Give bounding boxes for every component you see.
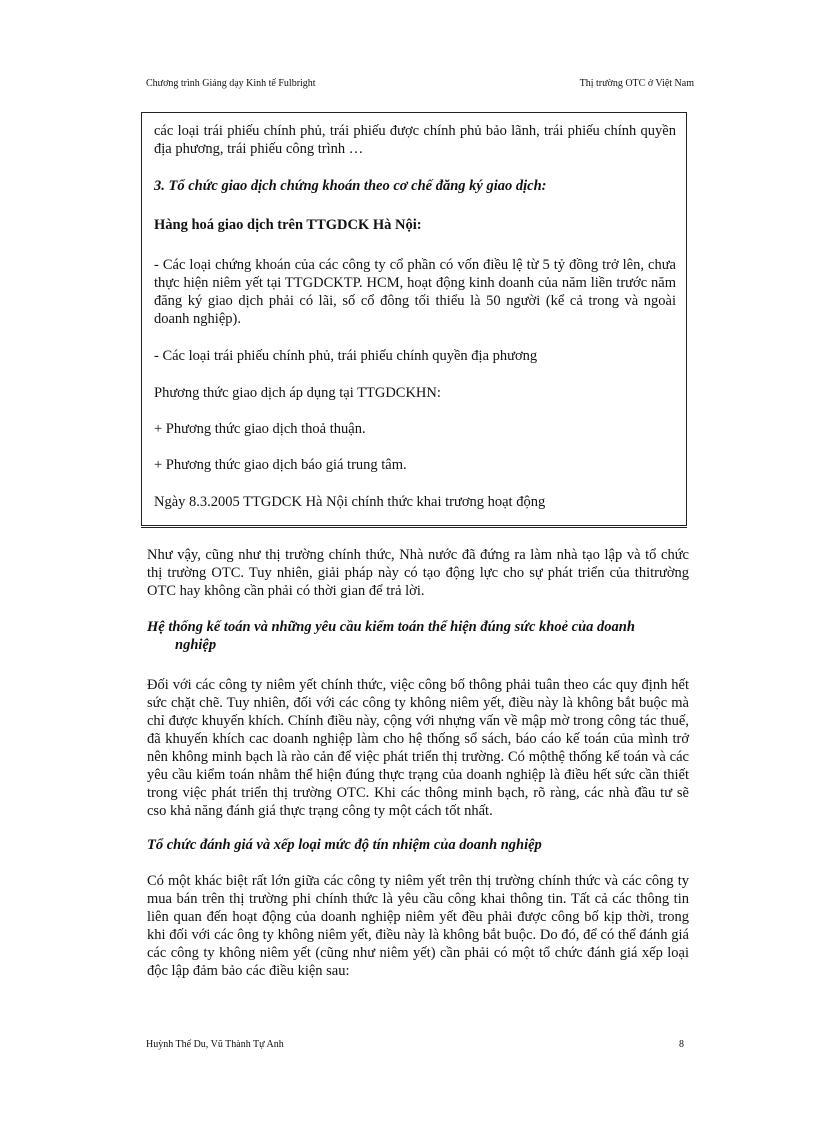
section-heading-rating: Tổ chức đánh giá và xếp loại mức độ tín nhiệm của doanh nghiệp bbox=[147, 837, 542, 853]
running-header-program: Chương trình Giảng dạy Kinh tế Fulbright bbox=[146, 78, 316, 89]
section-heading-accounting-line2: nghiệp bbox=[175, 637, 217, 653]
body-paragraph-rating: Có một khác biệt rất lớn giữa các công ty niêm yết trên thị trường chính thức và các công ty mua bán trên thị trường phi chính thức là yêu cầu công khai thông tin. Tất cả các thông tin liên quan đến hoạt động của doanh nghiệp niêm yết đều phải được công bố kịp thời, trong khi đối với các ông ty không niêm yết, điều này là không bắt buộc. Do đó, để có thể đánh giá các công ty không niêm yết (cũng như niêm yết) cần phải có một tổ chức đánh giá xếp loại độc lập đảm bảo các điều kiện sau: bbox=[147, 873, 689, 979]
section-heading-accounting-line1: Hệ thống kế toán và những yêu cầu kiểm toán thể hiện đúng sức khoẻ của doanh bbox=[147, 619, 635, 635]
box-subheading: Hàng hoá giao dịch trên TTGDCK Hà Nội: bbox=[154, 217, 422, 233]
running-header-title: Thị trường OTC ở Việt Nam bbox=[579, 78, 694, 89]
box-paragraph-launch: Ngày 8.3.2005 TTGDCK Hà Nội chính thức khai trương hoạt động bbox=[154, 494, 546, 510]
body-paragraph-intro: Như vậy, cũng như thị trường chính thức, Nhà nước đã đứng ra làm nhà tạo lập và tổ chức thị trường OTC. Tuy nhiên, giải pháp này có tạo động lực cho sự phát triển của thitrường OTC hay không cần phải có thời gian để trả lời. bbox=[147, 547, 689, 599]
box-list-item-negotiated: + Phương thức giao dịch thoả thuận. bbox=[154, 421, 366, 437]
box-list-item-quote: + Phương thức giao dịch báo giá trung tâm. bbox=[154, 457, 407, 473]
box-paragraph-bonds: các loại trái phiếu chính phủ, trái phiếu được chính phủ bảo lãnh, trái phiếu chính quyền địa phương, trái phiếu công trình … bbox=[154, 123, 676, 157]
section-heading-accounting bbox=[147, 618, 689, 654]
box-paragraph-stocks: - Các loại chứng khoán của các công ty cổ phần có vốn điều lệ từ 5 tỷ đồng trở lên, chưa thực hiện niêm yết tại TTGDCKTP. HCM, hoạt động kinh doanh của năm liền trước năm đăng ký giao dịch phải có lãi, số cổ đông tối thiểu là 50 người (kể cả trong và ngoài doanh nghiệp). bbox=[154, 257, 676, 327]
box-double-rule bbox=[141, 527, 687, 528]
box-section-heading: 3. Tổ chức giao dịch chứng khoán theo cơ chế đăng ký giao dịch: bbox=[154, 178, 547, 194]
body-paragraph-accounting: Đối với các công ty niêm yết chính thức, việc công bố thông phải tuân theo các quy định hết sức chặt chẽ. Tuy nhiên, đối với các công ty không niêm yết, điều này là không bắt buộc mà chỉ được khuyến khích. Chính điều này, cộng với nhựng vấn về mập mờ trong công tác thuế, đã khuyến khích cac doanh nghiệp làm cho hệ thống sổ sách, báo cáo kế toán của mình trở nên không minh bạch là rào cản để việc phát triển thị trường. Có mộthệ thống kế toán và các yêu cầu kiểm toán nhằm thể hiện đúng thực trạng của doanh nghiệp là điều hết sức cần thiết trong việc phát triển thị trường OTC. Khi các thông minh bạch, rõ ràng, các nhà đầu tư sẽ cso khả năng đánh giá thực trạng công ty một cách tốt nhất. bbox=[147, 677, 689, 819]
box-paragraph-gov-bonds: - Các loại trái phiếu chính phủ, trái phiếu chính quyền địa phương bbox=[154, 348, 538, 364]
footer-authors: Huỳnh Thế Du, Vũ Thành Tự Anh bbox=[146, 1039, 284, 1050]
boxed-excerpt bbox=[141, 112, 687, 526]
box-paragraph-methods: Phương thức giao dịch áp dụng tại TTGDCKHN: bbox=[154, 385, 441, 401]
page-number: 8 bbox=[679, 1039, 684, 1050]
